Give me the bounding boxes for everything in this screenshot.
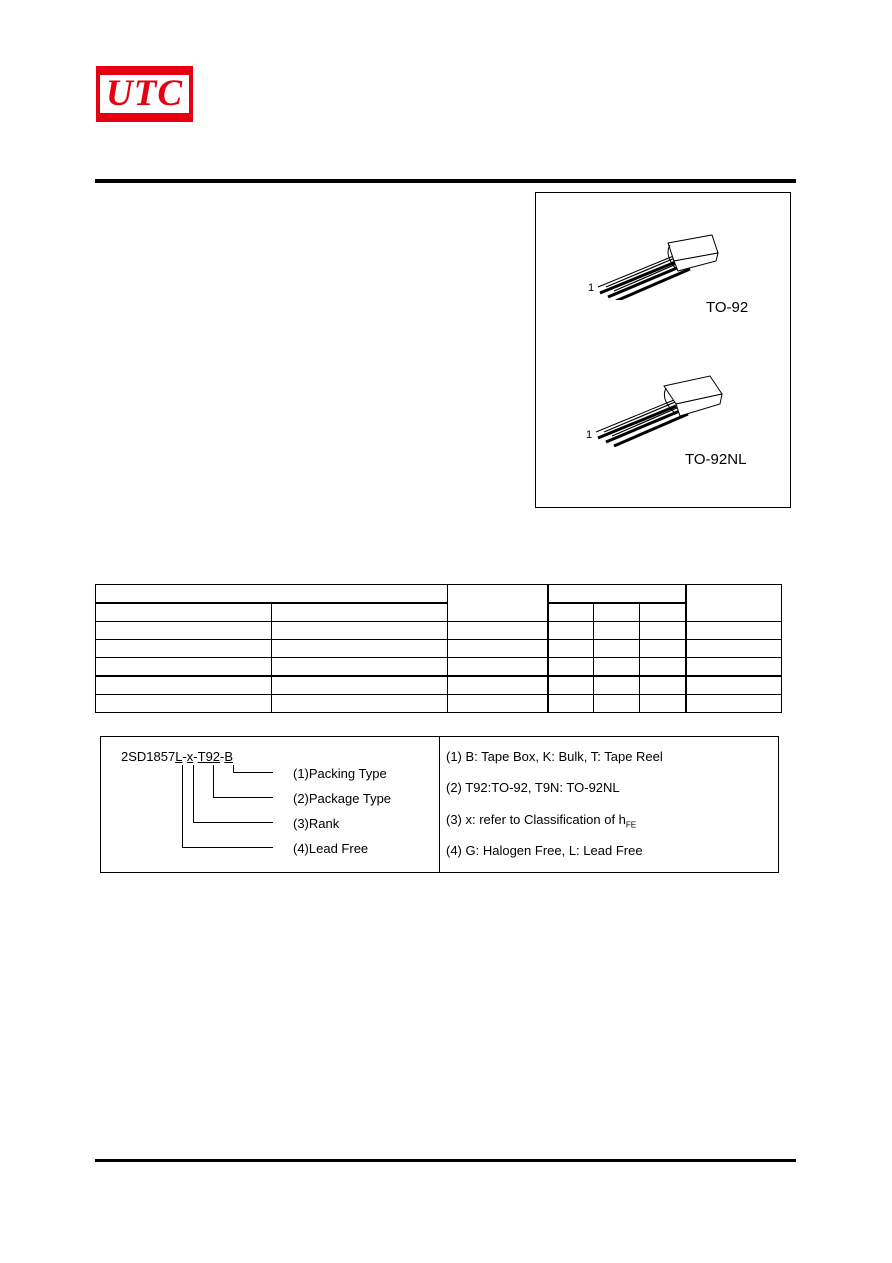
table-cell [272, 658, 448, 677]
table-cell [448, 676, 548, 695]
table-cell [96, 676, 272, 695]
connector-rank-horizontal [193, 822, 273, 823]
table-cell [96, 622, 272, 640]
note-package-type: (2) T92:TO-92, T9N: TO-92NL [446, 780, 620, 795]
table-header-row-2 [96, 603, 782, 622]
segment-packing-type: B [224, 749, 234, 764]
part-number-base: 2SD1857 [121, 749, 176, 764]
table-cell [448, 622, 548, 640]
table-cell [448, 695, 548, 713]
table-row [96, 640, 782, 658]
table-cell [686, 658, 782, 677]
part-number-string [121, 749, 233, 764]
segment-sep-1: - [182, 749, 187, 764]
legend-lead-free: (4)Lead Free [293, 841, 369, 856]
header-cell-packing [686, 585, 782, 622]
note-lead-free: (4) G: Halogen Free, L: Lead Free [446, 843, 643, 858]
table-row [96, 676, 782, 695]
table-cell [548, 622, 594, 640]
table-cell [686, 676, 782, 695]
header-cell-pin-1 [548, 603, 594, 622]
table-cell [594, 622, 640, 640]
footer-rule [95, 1159, 796, 1162]
table-cell [548, 695, 594, 713]
to92-label: TO-92 [706, 299, 749, 316]
ordering-table [95, 584, 782, 713]
note-packing-type: (1) B: Tape Box, K: Bulk, T: Tape Reel [446, 749, 663, 764]
table-cell [96, 658, 272, 677]
to92-package-drawing [590, 225, 730, 300]
table-cell [272, 622, 448, 640]
logo-inner [100, 75, 189, 113]
table-row [96, 622, 782, 640]
connector-package-vertical [213, 765, 214, 798]
header-cell-pin-2 [594, 603, 640, 622]
table-cell [640, 676, 686, 695]
connector-rank-vertical [193, 765, 194, 823]
utc-logo [96, 66, 193, 122]
table-cell [272, 695, 448, 713]
table-cell [272, 676, 448, 695]
header-cell-halogen-free [272, 603, 448, 622]
table-cell [686, 640, 782, 658]
table-cell [686, 622, 782, 640]
segment-sep-2: - [193, 749, 198, 764]
to92nl-package-drawing [590, 372, 730, 447]
table-cell [640, 622, 686, 640]
connector-packing-horizontal [233, 772, 273, 773]
note-rank-text: (3) x: refer to Classification of h [446, 812, 626, 827]
table-cell [448, 640, 548, 658]
legend-package-type: (2)Package Type [293, 791, 392, 806]
logo-text: UTC [106, 73, 183, 114]
table-row [96, 695, 782, 713]
table-cell [640, 640, 686, 658]
header-cell-package [448, 585, 548, 622]
connector-package-horizontal [213, 797, 273, 798]
header-cell-ordering-number [96, 585, 448, 604]
table-cell [272, 640, 448, 658]
table-cell [594, 676, 640, 695]
table-cell [594, 658, 640, 677]
to92-pin-label: 1 [588, 282, 595, 294]
table-cell [548, 658, 594, 677]
header-cell-pin-assignment [548, 585, 686, 604]
table-cell [548, 640, 594, 658]
header-cell-lead-free [96, 603, 272, 622]
table-header-row-1 [96, 585, 782, 604]
legend-packing-type: (1)Packing Type [293, 766, 387, 781]
note-rank-subscript: FE [625, 820, 637, 830]
connector-leadfree-vertical [182, 765, 183, 848]
table-cell [96, 640, 272, 658]
part-number-divider [439, 736, 440, 873]
to92nl-pin-label: 1 [586, 429, 593, 441]
header-rule [95, 179, 796, 183]
table-cell [594, 695, 640, 713]
table-row [96, 658, 782, 677]
segment-lead-free: L [175, 749, 183, 764]
table-cell [640, 695, 686, 713]
table-cell [594, 640, 640, 658]
connector-leadfree-horizontal [182, 847, 273, 848]
table-cell [686, 695, 782, 713]
note-rank [446, 812, 636, 830]
legend-rank: (3)Rank [293, 816, 340, 831]
table-cell [96, 695, 272, 713]
segment-sep-3: - [220, 749, 225, 764]
segment-package-type: T92 [197, 749, 221, 764]
to92nl-label: TO-92NL [685, 451, 747, 468]
header-cell-pin-3 [640, 603, 686, 622]
table-cell [448, 658, 548, 677]
segment-rank: x [186, 749, 194, 764]
table-cell [548, 676, 594, 695]
table-cell [640, 658, 686, 677]
